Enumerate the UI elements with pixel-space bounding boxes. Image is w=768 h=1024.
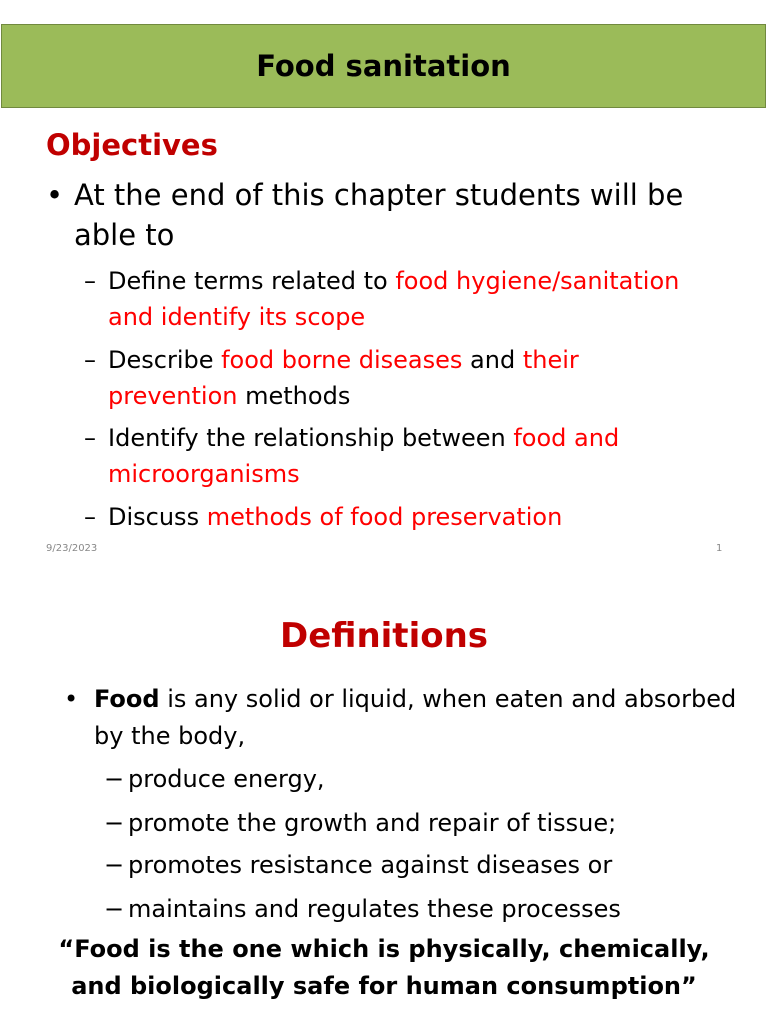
intro-line-1: At the end of this chapter students will be — [74, 178, 684, 212]
footer-page-number: 1 — [716, 543, 723, 554]
objective-item-3-line2 — [108, 460, 300, 488]
plain-text: and — [462, 346, 523, 374]
definition-subitem: promote the growth and repair of tissue; — [128, 809, 617, 837]
quote-line-1: “Food is the one which is physically, chemically, — [58, 935, 710, 963]
objective-dash: – — [84, 503, 96, 531]
highlighted-text: methods of food preservation — [206, 503, 563, 531]
food-definition-line-2: by the body, — [94, 722, 246, 750]
bullet-marker: • — [64, 685, 79, 713]
highlighted-text: microorganisms — [108, 460, 300, 488]
food-definition-line-1 — [94, 685, 736, 713]
definition-dash: − — [104, 809, 125, 837]
objective-item-4-line1 — [108, 503, 562, 531]
food-term: Food — [94, 685, 160, 713]
slide-title-bar — [1, 24, 766, 108]
objective-item-2-line1 — [108, 346, 579, 374]
footer-date: 9/23/2023 — [46, 543, 98, 554]
objective-dash: – — [84, 267, 96, 295]
objective-item-2-line2 — [108, 382, 350, 410]
definition-subitem: promotes resistance against diseases or — [128, 851, 613, 879]
intro-line-2: able to — [74, 218, 175, 252]
plain-text: Identify the relationship between — [108, 424, 514, 452]
definition-subitem: produce energy, — [128, 765, 325, 793]
quote-line-2: and biologically safe for human consumption” — [71, 972, 697, 1000]
slide-title: Food sanitation — [256, 49, 511, 83]
definition-subitem: maintains and regulates these processes — [128, 895, 621, 923]
objective-dash: – — [84, 424, 96, 452]
plain-text: Define terms related to — [108, 267, 396, 295]
highlighted-text: their — [522, 346, 579, 374]
highlighted-text: food hygiene/sanitation — [395, 267, 680, 295]
objective-item-1-line1 — [108, 267, 679, 295]
objective-dash: – — [84, 346, 96, 374]
bullet-marker: • — [46, 178, 64, 212]
plain-text: Discuss — [108, 503, 207, 531]
definition-dash: − — [104, 895, 125, 923]
highlighted-text: prevention — [108, 382, 238, 410]
food-definition-text: is any solid or liquid, when eaten and absorbed — [159, 685, 737, 713]
objective-item-1-line2 — [108, 303, 365, 331]
plain-text: methods — [237, 382, 351, 410]
objective-item-3-line1 — [108, 424, 619, 452]
definition-dash: − — [104, 765, 125, 793]
plain-text: Describe — [108, 346, 222, 374]
objectives-heading: Objectives — [46, 128, 218, 162]
highlighted-text: food borne diseases — [221, 346, 463, 374]
definition-dash: − — [104, 851, 125, 879]
highlighted-text: food and — [513, 424, 620, 452]
definitions-title: Definitions — [279, 616, 489, 656]
highlighted-text: and identify its scope — [108, 303, 366, 331]
